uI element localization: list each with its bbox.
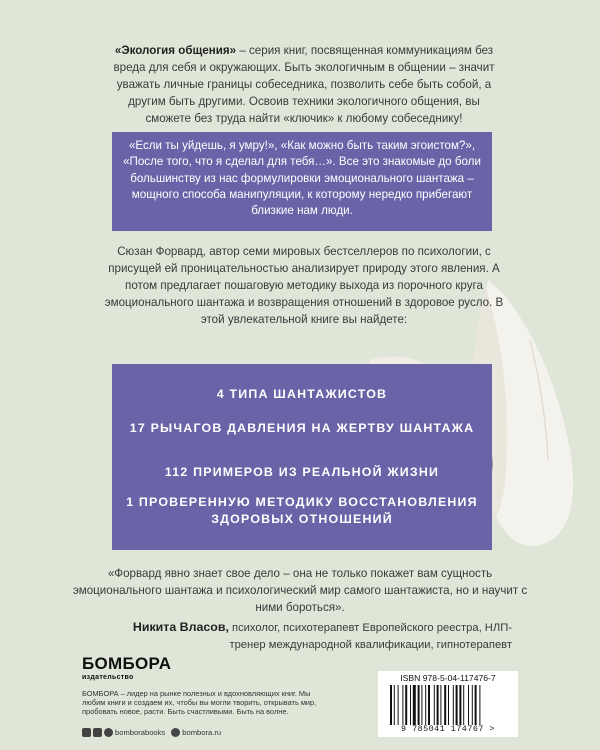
vk-icon — [82, 728, 91, 737]
barcode-stripe — [440, 685, 441, 725]
barcode-stripe — [434, 685, 435, 725]
youtube-icon — [104, 728, 113, 737]
publisher-description: БОМБОРА – лидер на рынке полезных и вдохновляющих книг. Мы любим книги и создаем их, чтобы вы могли творить, открывать мир, пробовать новое, расти. Быть счастливыми. Быть на волне. — [82, 689, 317, 717]
features-box — [112, 364, 492, 550]
barcode-stripe — [421, 685, 422, 725]
barcode-stripe — [459, 685, 461, 725]
barcode — [378, 671, 518, 737]
barcode-stripe — [402, 685, 403, 725]
feature-item: 112 ПРИМЕРОВ ИЗ РЕАЛЬНОЙ ЖИЗНИ — [164, 465, 440, 479]
barcode-stripe — [475, 685, 477, 725]
feature-item: 17 РЫЧАГОВ ДАВЛЕНИЯ НА ЖЕРТВУ ШАНТАЖА — [129, 421, 475, 435]
barcode-number: 9 785041 174767 > — [401, 724, 495, 734]
barcode-stripe — [437, 685, 439, 725]
publisher-subtitle: издательство — [82, 674, 134, 681]
barcode-bars — [388, 685, 508, 725]
telegram-icon — [93, 728, 102, 737]
publisher-brand: БОМБОРА — [82, 654, 172, 673]
globe-icon — [171, 728, 180, 737]
barcode-stripe — [468, 685, 469, 725]
barcode-stripe — [413, 685, 416, 725]
barcode-stripe — [448, 685, 449, 725]
barcode-stripe — [398, 685, 399, 725]
barcode-stripe — [428, 685, 430, 725]
barcode-stripe — [390, 685, 392, 725]
review-quote: «Форвард явно знает свое дело – она не только покажет вам сущность эмоционального шантажа и психологический мир самого шантажиста, но и научит с ними бороться». — [72, 567, 528, 614]
review-author-name: Никита Власов, — [132, 620, 229, 634]
barcode-stripe — [456, 685, 458, 725]
barcode-stripe — [463, 685, 464, 725]
series-description-text: – серия книг, посвященная коммуникациям без вреда для себя и окружающих. Быть экологичным в общении – значит уважать личные границы собеседника, позволить себе быть собой, а другим быть другими. Освоив техники экологичного общения, вы сможете без труда найти «ключик» к любому собеседнику! — [113, 44, 495, 125]
feature-item: 4 ТИПА ШАНТАЖИСТОВ — [216, 387, 388, 401]
barcode-stripe — [453, 685, 454, 725]
barcode-stripe — [394, 685, 395, 725]
barcode-stripe — [410, 685, 411, 725]
publisher-logo — [82, 655, 171, 682]
barcode-stripe — [444, 685, 446, 725]
review-author-title: психолог, психотерапевт Европейского реестра, НЛП-тренер международной квалификации, гипнотерапевт — [229, 622, 512, 651]
barcode-stripe — [405, 685, 407, 725]
isbn: ISBN 978-5-04-117476-7 — [400, 673, 496, 683]
author-description: Сюзан Форвард, автор семи мировых бестселлеров по психологии, с присущей ей проницательностью анализирует природу этого явления. А потом предлагает пошаговую методику выхода из порочного круга эмоционального шантажа и возвращения отношений в здоровое русло. В этой увлекательной книге вы найдете: — [104, 245, 504, 326]
series-name: «Экология общения» — [114, 44, 237, 57]
publisher-website: bombora.ru — [182, 727, 222, 737]
barcode-stripe — [472, 685, 473, 725]
quotes-box-text: «Если ты уйдешь, я умру!», «Как можно быть таким эгоистом?», «После того, что я сделал для тебя…». Все это знакомые до боли большинству из нас формулировки эмоционального шантажа – мощного способа манипуляции, к которому нередко прибегают близкие нам люди. — [123, 139, 481, 218]
quotes-box — [112, 132, 492, 231]
publisher-social — [82, 726, 221, 738]
barcode-stripe — [425, 685, 426, 725]
barcode-stripe — [418, 685, 420, 725]
series-description — [104, 42, 504, 127]
feature-item: 1 ПРОВЕРЕННУЮ МЕТОДИКУ ВОССТАНОВЛЕНИЯ ЗДОРОВЫХ ОТНОШЕНИЙ — [126, 495, 478, 526]
social-handle: bomborabooks — [115, 727, 166, 737]
barcode-stripe — [479, 685, 480, 725]
review-author — [132, 619, 512, 653]
